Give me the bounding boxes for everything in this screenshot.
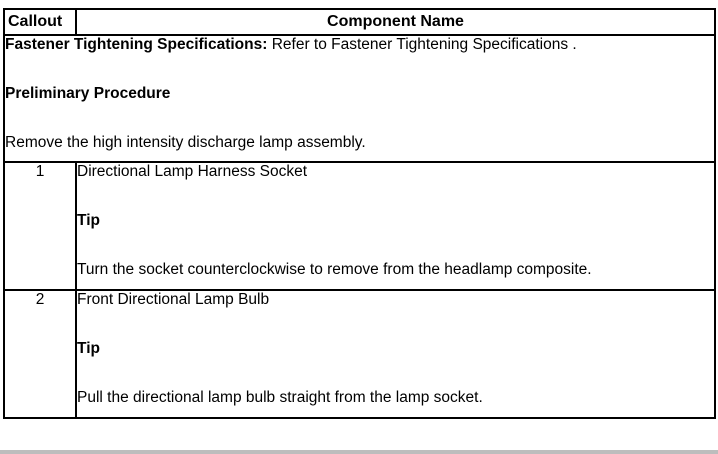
component-cell — [76, 162, 715, 290]
component-name: Directional Lamp Harness Socket — [77, 163, 308, 180]
tip-label: Tip — [77, 212, 100, 229]
intro-cell — [4, 35, 715, 162]
component-name: Front Directional Lamp Bulb — [77, 291, 270, 308]
tip-label: Tip — [77, 340, 100, 357]
callout-number: 1 — [4, 162, 76, 290]
tip-text: Turn the socket counterclockwise to remove from the headlamp composite. — [77, 261, 592, 278]
component-name-column-header: Component Name — [76, 9, 715, 35]
bottom-divider — [0, 450, 718, 454]
preliminary-procedure-text: Remove the high intensity discharge lamp assembly. — [5, 134, 366, 151]
fastener-spec-label: Fastener Tightening Specifications: — [5, 36, 268, 53]
procedure-table — [3, 8, 716, 419]
fastener-spec-line — [5, 36, 714, 54]
table-header-row — [4, 9, 715, 35]
preliminary-procedure-heading: Preliminary Procedure — [5, 85, 171, 102]
fastener-spec-text: Refer to Fastener Tightening Specifications . — [267, 36, 577, 53]
callout-column-header: Callout — [4, 9, 76, 35]
table-row — [4, 162, 715, 290]
component-cell — [76, 290, 715, 418]
tip-text: Pull the directional lamp bulb straight from the lamp socket. — [77, 389, 483, 406]
table-row — [4, 290, 715, 418]
callout-number: 2 — [4, 290, 76, 418]
intro-row — [4, 35, 715, 162]
